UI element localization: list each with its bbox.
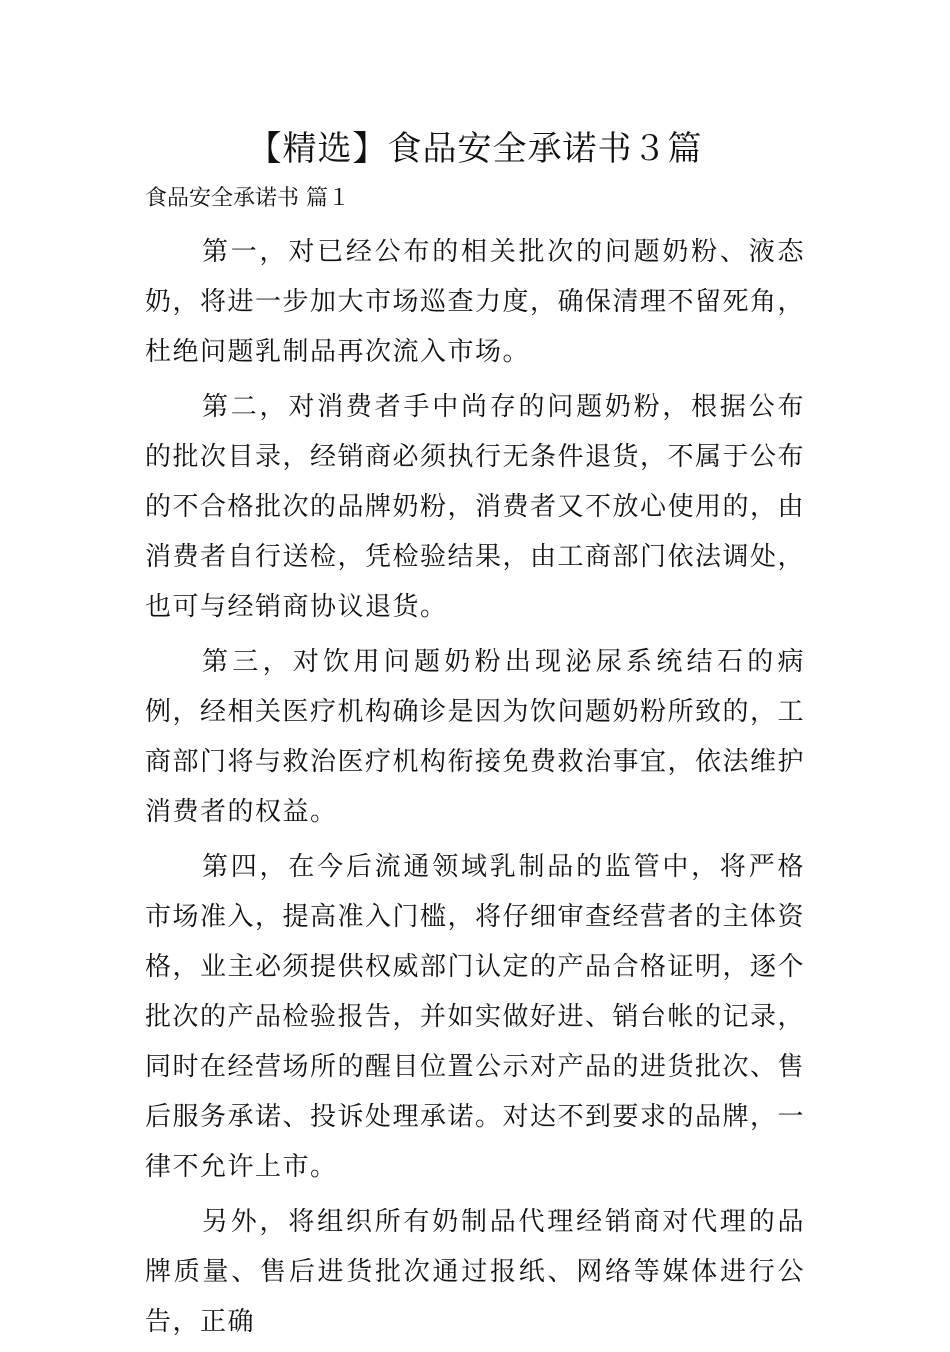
paragraph-5: 另外，将组织所有奶制品代理经销商对代理的品牌质量、售后进货批次通过报纸、网络等媒体进行公告，正确 [145,1207,805,1337]
paragraph-3: 第三，对饮用问题奶粉出现泌尿系统结石的病例，经相关医疗机构确诊是因为饮问题奶粉所致的，工商部门将与救治医疗机构衔接免费救治事宜，依法维护消费者的权益。 [145,647,806,827]
document-body [145,227,805,1352]
document-title: 【精选】食品安全承诺书３篇 [247,129,703,169]
section-heading: 食品安全承诺书 篇１ [145,186,350,211]
paragraph-1: 第一，对已经公布的相关批次的问题奶粉、液态奶，将进一步加大市场巡查力度，确保清理不留死角，杜绝问题乳制品再次流入市场。 [145,237,806,367]
paragraph-4: 第四，在今后流通领域乳制品的监管中，将严格市场准入，提高准入门槛，将仔细审查经营者的主体资格，业主必须提供权威部门认定的产品合格证明，逐个批次的产品检验报告，并如实做好进、销台帐的记录，同时在经营场所的醒目位置公示对产品的进货批次、售后服务承诺、投诉处理承诺。对达不到要求的品牌，一律不允许上市。 [145,852,806,1182]
paragraph-2: 第二，对消费者手中尚存的问题奶粉，根据公布的批次目录，经销商必须执行无条件退货，不属于公布的不合格批次的品牌奶粉，消费者又不放心使用的，由消费者自行送检，凭检验结果，由工商部门依法调处，也可与经销商协议退货。 [145,392,806,622]
